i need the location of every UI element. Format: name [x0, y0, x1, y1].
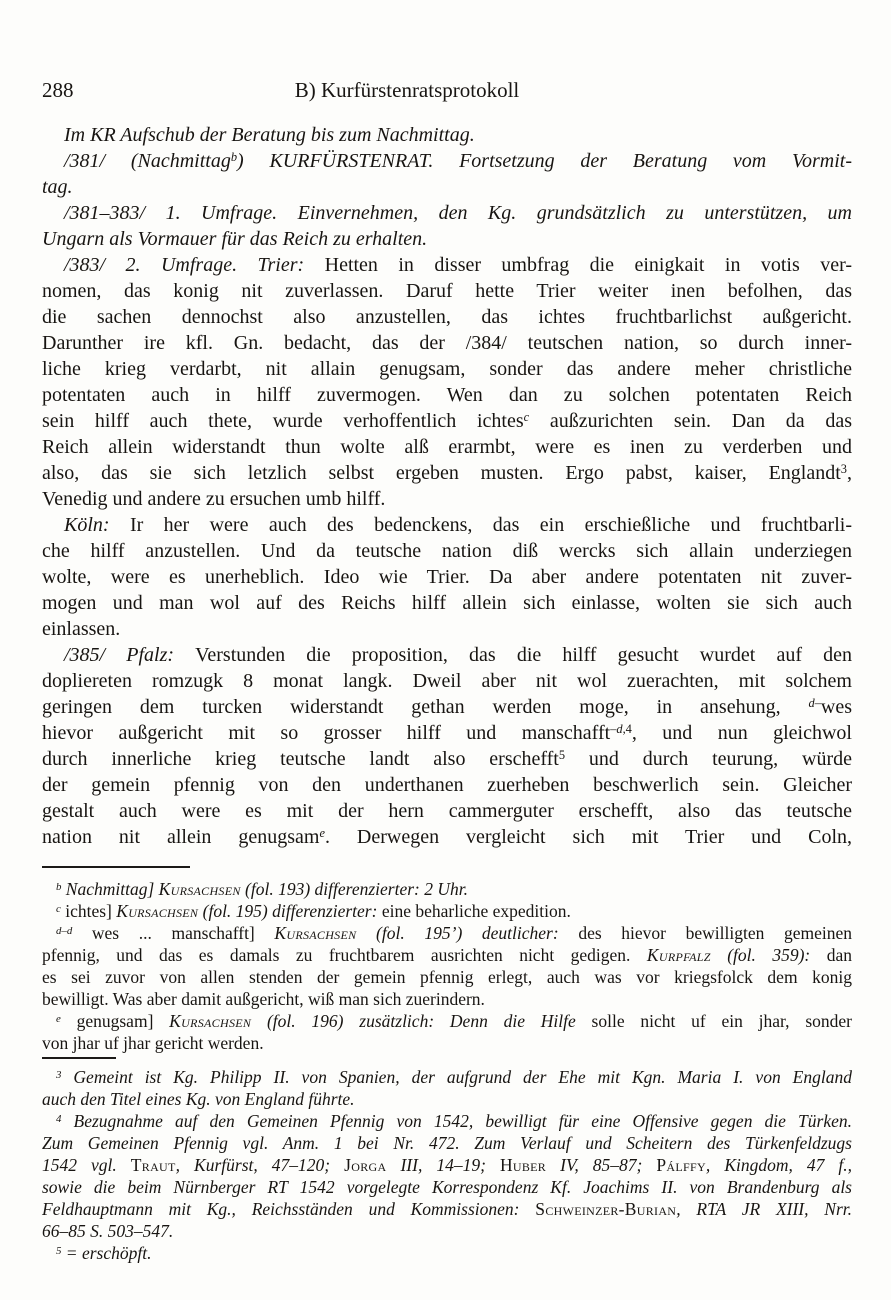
- text-line: geringen dem turcken widerstandt gethan werden moge, in ansehung, $^{d-}$wes: [42, 696, 852, 718]
- text-line: einlassen.: [42, 618, 121, 640]
- text-line: $^4$ Bezugnahme auf den Gemeinen Pfennig von 1542, bewilligt für eine Offensive gegen die Türken.: [56, 1111, 852, 1131]
- text-line: der gemein pfennig von den underthanen zuerheben beschwerlich sein. Gleicher: [42, 774, 852, 796]
- text-line: Venedig und andere zu ersuchen umb hilff.: [42, 488, 386, 510]
- text-line: pfennig, und das es damals zu fruchtbarem ausrichten nicht gedigen. Kurpfalz (fol. 359): dan: [42, 945, 852, 965]
- running-head: B) Kurfürstenratsprotokoll: [294, 78, 520, 102]
- apparatus-separator-rule: [42, 866, 190, 868]
- text-line: 1542 vgl. Traut, Kurfürst, 47–120; Jorga III, 14–19; Huber IV, 85–87; Pálffy, Kingdom, 47 f.,: [42, 1155, 853, 1175]
- text-line: $^{d-d}$ wes ... manschafft] Kursachsen (fol. 195’) deutlicher: des hievor bewilligten gemeinen: [56, 923, 853, 943]
- text-line: Köln: Ir her were auch des bedenckens, das ein erschießliche und fruchtbarli-: [64, 514, 852, 536]
- text-line: Darunther ire kfl. Gn. bedacht, das der /384/ teutschen nation, so durch inner-: [42, 332, 852, 354]
- page-number: 288: [42, 78, 74, 102]
- text-line: 66–85 S. 503–547.: [42, 1221, 174, 1241]
- text-line: che hilff anzustellen. Und da teutsche nation diß wercks sich allain underziegen: [42, 540, 852, 562]
- text-line: $^3$ Gemeint ist Kg. Philipp II. von Spanien, der aufgrund der Ehe mit Kgn. Maria I. von England: [56, 1067, 852, 1087]
- text-line: mogen und man wol auf des Reichs hilff allein sich einlasse, wolten sie sich auch: [42, 592, 852, 614]
- text-line: auch den Titel eines Kg. von England führte.: [42, 1089, 355, 1109]
- text-line: potentaten auch in hilff zuvermogen. Wen dan zu solchen potentaten Reich: [42, 384, 852, 406]
- text-line: Im KR Aufschub der Beratung bis zum Nachmittag.: [64, 124, 475, 146]
- text-line: nomen, das konig nit zuverlassen. Daruf hette Trier weiter inen befolhen, das: [42, 280, 852, 302]
- text-line: /381/ (Nachmittag$^b$) KURFÜRSTENRAT. Fortsetzung der Beratung vom Vormit-: [64, 150, 852, 172]
- text-line: $^c$ ichtes] Kursachsen (fol. 195) differenzierter: eine beharliche expedition.: [56, 901, 571, 921]
- apparatus-notes: [42, 878, 852, 1054]
- text-line: dopliereten romzugk 8 monat langk. Dweil aber nit wol zuerachten, mit solchem: [42, 670, 852, 692]
- text-line: Ungarn als Vormauer für das Reich zu erhalten.: [42, 228, 428, 250]
- text-line: $^b$ Nachmittag] Kursachsen (fol. 193) differenzierter: 2 Uhr.: [56, 879, 468, 899]
- text-line: also, das sie sich letzlich selbst ergeben musten. Ergo pabst, kaiser, Englandt$^3$,: [42, 462, 852, 484]
- text-line: /385/ Pfalz: Verstunden die proposition, das die hilff gesucht wurdet auf den: [64, 644, 852, 666]
- text-line: Zum Gemeinen Pfennig vgl. Anm. 1 bei Nr. 472. Zum Verlauf und Scheitern des Türkenfeldzugs: [42, 1133, 852, 1153]
- commentary-separator-rule: [42, 1057, 116, 1059]
- text-line: $^e$ genugsam] Kursachsen (fol. 196) zusätzlich: Denn die Hilfe solle nicht uf ein jhar, sonder: [56, 1011, 852, 1031]
- text-line: die sachen dennochst also anzustellen, das ichtes fruchtbarlichst außgericht.: [42, 306, 852, 328]
- text-line: es sei zuvor von allen stenden der gemein pfennig erlegt, auch was vor kriegsfolck dem konig: [42, 967, 852, 987]
- text-line: gestalt auch were es mit der hern cammerguter erschefft, also das teutsche: [42, 800, 852, 822]
- text-line: bewilligt. Was aber damit außgericht, wiß man sich zuerindern.: [42, 989, 485, 1009]
- text-line: sein hilff auch thete, wurde verhoffentlich ichtes$^c$ außzurichten sein. Dan da das: [42, 410, 852, 432]
- commentary-notes: [42, 1066, 852, 1264]
- text-line: nation nit allein genugsam$^e$. Derwegen vergleicht sich mit Trier und Coln,: [42, 826, 853, 848]
- text-line: tag.: [42, 176, 73, 198]
- text-line: liche krieg verdarbt, nit allain genugsam, sonder das andere meher christliche: [42, 358, 852, 380]
- page-header: [42, 78, 852, 103]
- text-line: sowie die beim Nürnberger RT 1542 vorgelegte Korrespondenz Kf. Joachims II. von Brandenburg als: [42, 1177, 852, 1197]
- text-line: $^5$ = erschöpft.: [56, 1243, 152, 1263]
- text-line: Feldhauptmann mit Kg., Reichsständen und Kommissionen: Schweinzer-Burian, RTA JR XIII, Nrr.: [42, 1199, 853, 1219]
- text-line: wolte, were es unerheblich. Ideo wie Trier. Da aber andere potentaten nit zuver-: [42, 566, 852, 588]
- text-line: Reich allein widerstandt thun wolte alß erarmbt, were es inen zu verderben und: [42, 436, 852, 458]
- text-line: /381–383/ 1. Umfrage. Einvernehmen, den Kg. grundsätzlich zu unterstützen, um: [64, 202, 852, 224]
- text-line: von jhar uf jhar gericht werden.: [42, 1033, 264, 1053]
- text-line: /383/ 2. Umfrage. Trier: Hetten in disser umbfrag die einigkait in votis ver-: [64, 254, 852, 276]
- text-line: hievor außgericht mit so grosser hilff und manschafft$^{-d,4}$, und nun gleichwol: [42, 722, 852, 744]
- main-text: [42, 122, 852, 850]
- text-line: durch innerliche krieg teutsche landt also erschefft$^5$ und durch teurung, würde: [42, 748, 852, 770]
